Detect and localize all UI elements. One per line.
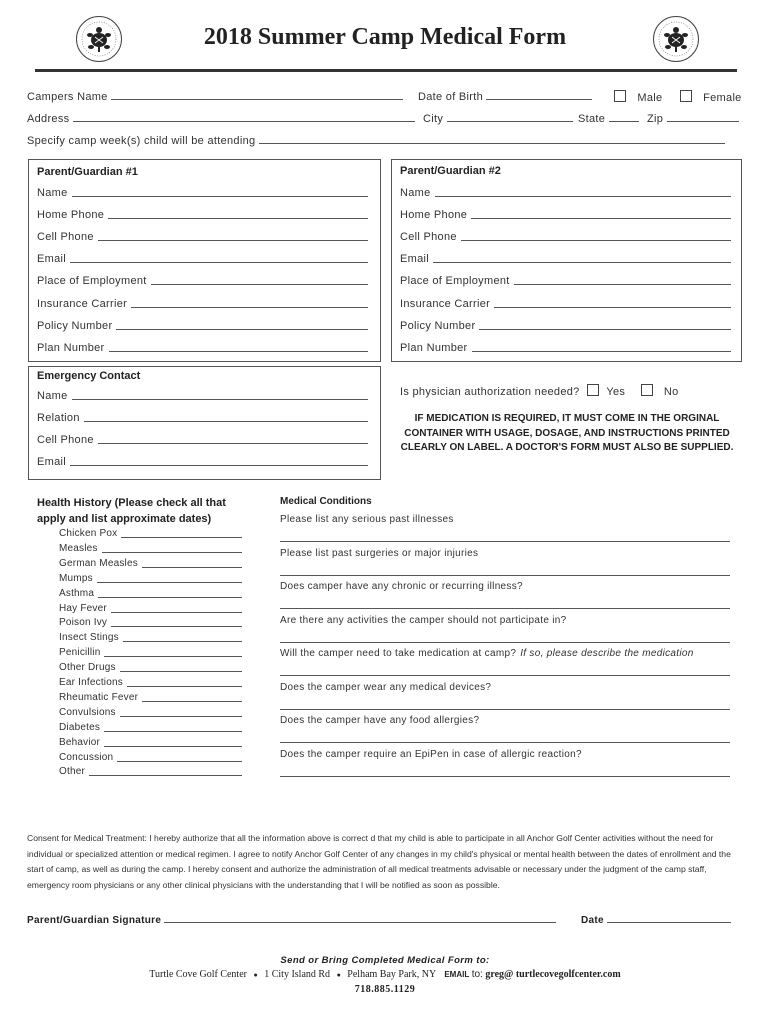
guardian2-field-label: Email — [400, 253, 430, 266]
guardian2-field-label: Cell Phone — [400, 231, 457, 244]
city-field[interactable] — [447, 112, 573, 122]
health-history-date-field[interactable] — [102, 543, 242, 553]
health-history-item — [59, 707, 242, 718]
guardian1-field-row — [37, 342, 368, 354]
medical-answer-field[interactable] — [280, 742, 730, 743]
guardian2-field-field[interactable] — [435, 187, 731, 197]
footer-org: Turtle Cove Golf Center — [149, 969, 247, 980]
zip-row — [647, 112, 739, 125]
physician-row — [400, 384, 679, 398]
guardian1-field-field[interactable] — [116, 320, 368, 330]
health-history-item — [59, 632, 242, 643]
footer-email-to: to: — [471, 969, 483, 980]
medical-question — [280, 715, 479, 726]
emergency-field-label: Cell Phone — [37, 434, 94, 447]
consent-text: Consent for Medical Treatment: I hereby authorize that all the information above is correct d that my child is able to participate in all Anchor Golf Center activities without the need for individual or specialized attention or medical regimen. I agree to notify Anchor Golf Center of any changes in my child's physical or mental health between the dates of enrollment and the start of camp, as well as during the camp. I hereby consent and authorize the administration of all medical treatments advisable or necessary under the judgment of the camp staff, emergency room physicians or any other clinical physicians with the understanding that I will be notified as soon as possible. — [27, 833, 731, 890]
guardian2-field-field[interactable] — [433, 253, 731, 263]
health-history-item — [59, 752, 242, 763]
city-label: City — [423, 113, 444, 125]
dob-row — [418, 90, 592, 103]
guardian1-field-row — [37, 187, 368, 199]
medical-question-label: Does the camper require an EpiPen in case of allergic reaction? — [280, 748, 582, 760]
guardian1-field-row — [37, 320, 368, 332]
zip-label: Zip — [647, 113, 664, 125]
city-row — [423, 112, 573, 125]
health-history-label: Asthma — [59, 587, 95, 599]
guardian1-field-row — [37, 298, 368, 310]
health-history-label: Poison Ivy — [59, 617, 108, 629]
guardian2-field-row — [400, 253, 731, 265]
emergency-field-field[interactable] — [72, 390, 368, 400]
guardian1-field-field[interactable] — [109, 342, 369, 352]
guardian1-field-label: Policy Number — [37, 319, 113, 332]
guardian1-field-label: Home Phone — [37, 209, 105, 222]
emergency-field-field[interactable] — [98, 434, 368, 444]
health-history-label: German Measles — [59, 557, 138, 569]
guardian2-field-field[interactable] — [514, 275, 731, 285]
female-label: Female — [703, 92, 742, 104]
signature-field[interactable] — [164, 913, 556, 923]
gender-row — [614, 90, 742, 104]
health-history-header-line2: apply and list approximate dates) — [37, 513, 212, 525]
bullet-icon: ● — [336, 971, 341, 979]
guardian2-field-label: Name — [400, 187, 431, 199]
title-divider — [35, 69, 737, 72]
emergency-field-field[interactable] — [70, 456, 368, 466]
health-history-label: Concussion — [59, 751, 114, 763]
guardian2-field-row — [400, 209, 731, 221]
state-field[interactable] — [609, 112, 639, 122]
guardian1-field-row — [37, 275, 368, 287]
footer-phone: 718.885.1129 — [354, 984, 416, 995]
health-history-label: Other — [59, 766, 86, 778]
health-history-item — [59, 677, 242, 688]
guardian1-field-label: Email — [37, 253, 67, 266]
health-history-item — [59, 737, 242, 748]
health-history-date-field[interactable] — [89, 766, 242, 776]
footer-address: 1 City Island Rd — [264, 969, 331, 980]
guardian1-field-field[interactable] — [108, 209, 368, 219]
state-row — [578, 112, 639, 125]
health-history-item — [59, 573, 242, 584]
date-label: Date — [581, 915, 604, 926]
guardian1-field-label: Insurance Carrier — [37, 297, 128, 310]
camper-name-label: Campers Name — [27, 91, 108, 103]
medical-answer-field[interactable] — [280, 608, 730, 609]
footer-contact — [0, 969, 770, 980]
guardian1-field-label: Place of Employment — [37, 275, 147, 288]
medication-note: If so, please describe the medication — [520, 648, 694, 659]
health-history-date-field[interactable] — [120, 662, 242, 672]
medical-question — [280, 749, 582, 760]
emergency-field-row — [37, 412, 368, 424]
guardian2-field-row — [400, 298, 731, 310]
health-history-date-field[interactable] — [142, 692, 242, 702]
medical-answer-field[interactable] — [280, 575, 730, 576]
emergency-field-label: Relation — [37, 412, 80, 425]
medical-answer-field[interactable] — [280, 709, 730, 710]
health-history-date-field[interactable] — [127, 677, 242, 687]
health-history-item — [59, 722, 242, 733]
state-label: State — [578, 113, 606, 125]
guardian1-field-label: Cell Phone — [37, 231, 94, 244]
health-history-item — [59, 558, 242, 569]
physician-no-label: No — [663, 386, 679, 398]
camper-name-row — [27, 90, 403, 103]
health-history-item — [59, 662, 242, 673]
guardian1-field-row — [37, 231, 368, 243]
physician-no-checkbox[interactable] — [641, 384, 653, 396]
medical-question-label: Does the camper have any food allergies? — [280, 715, 480, 726]
health-history-header — [37, 495, 226, 527]
guardian2-field-label: Home Phone — [400, 209, 468, 222]
health-history-date-field[interactable] — [104, 737, 242, 747]
dob-field[interactable] — [486, 90, 592, 100]
health-history-item — [59, 543, 242, 554]
health-history-header-line1: Health History (Please check all that — [37, 497, 226, 509]
physician-question: Is physician authorization needed? — [400, 386, 580, 398]
guardian2-field-field[interactable] — [471, 209, 731, 219]
guardian2-field-field[interactable] — [472, 342, 732, 352]
medical-question — [280, 615, 567, 626]
emergency-field-row — [37, 390, 368, 402]
health-history-label: Convulsions — [59, 706, 116, 718]
emergency-field-row — [37, 456, 368, 468]
physician-yes-label: Yes — [606, 386, 626, 398]
camp-weeks-row — [27, 134, 725, 147]
male-checkbox[interactable] — [614, 90, 626, 102]
male-label: Male — [637, 92, 663, 104]
medication-notice: IF MEDICATION IS REQUIRED, IT MUST COME IN THE ORGINAL CONTAINER WITH USAGE, DOSAGE, AND INSTRUCTIONS PRINTED CLEARLY ON LABEL. A DOCTOR'S FORM MUST ALSO BE SUPPLIED. — [400, 413, 734, 453]
guardian1-field-field[interactable] — [72, 187, 368, 197]
female-checkbox[interactable] — [680, 90, 692, 102]
footer-send-label: Send or Bring Completed Medical Form to: — [280, 955, 490, 966]
bullet-icon: ● — [253, 971, 258, 979]
address-label: Address — [27, 113, 70, 125]
health-history-item — [59, 603, 242, 614]
health-history-date-field[interactable] — [142, 558, 242, 568]
health-history-label: Chicken Pox — [59, 528, 118, 539]
health-history-label: Other Drugs — [59, 662, 116, 674]
health-history-label: Measles — [59, 542, 98, 554]
health-history-date-field[interactable] — [104, 722, 242, 732]
address-field[interactable] — [73, 112, 415, 122]
health-history-date-field[interactable] — [121, 528, 242, 538]
guardian2-field-field[interactable] — [461, 231, 731, 241]
medical-question-label: Are there any activities the camper should not participate in? — [280, 614, 567, 626]
health-history-label: Hay Fever — [59, 602, 107, 614]
dob-label: Date of Birth — [418, 91, 484, 103]
emergency-field-label: Email — [37, 456, 67, 469]
zip-field[interactable] — [667, 112, 739, 122]
health-history-label: Behavior — [59, 736, 101, 748]
health-history-label: Insect Stings — [59, 632, 119, 644]
medical-question-label: Will the camper need to take medication at camp? — [280, 648, 517, 659]
health-history-date-field[interactable] — [104, 647, 242, 657]
guardian2-field-label: Policy Number — [400, 319, 476, 332]
guardian1-field-field[interactable] — [98, 231, 368, 241]
guardian1-field-row — [37, 253, 368, 265]
signature-row — [27, 913, 556, 926]
guardian1-field-field[interactable] — [151, 275, 368, 285]
signature-label: Parent/Guardian Signature — [27, 915, 162, 926]
guardian2-header: Parent/Guardian #2 — [400, 165, 501, 177]
guardian1-field-label: Name — [37, 187, 68, 199]
health-history-item — [59, 692, 242, 703]
camper-name-field[interactable] — [111, 90, 403, 100]
address-row — [27, 112, 415, 125]
guardian2-field-row — [400, 342, 731, 354]
health-history-item — [59, 647, 242, 658]
health-history-date-field[interactable] — [97, 573, 242, 583]
medical-question — [280, 581, 523, 592]
date-row — [581, 913, 731, 926]
health-history-date-field[interactable] — [117, 752, 242, 762]
health-history-label: Diabetes — [59, 721, 101, 733]
guardian1-field-field[interactable] — [70, 253, 368, 263]
health-history-label: Rheumatic Fever — [59, 691, 139, 703]
medical-question-label: Does the camper wear any medical devices? — [280, 681, 492, 693]
guardian1-field-field[interactable] — [131, 298, 368, 308]
health-history-date-field[interactable] — [98, 588, 242, 598]
health-history-date-field[interactable] — [111, 617, 242, 627]
guardian1-field-label: Plan Number — [37, 341, 105, 354]
health-history-item — [59, 766, 242, 777]
camp-weeks-field[interactable] — [259, 134, 725, 144]
medical-answer-field[interactable] — [280, 642, 730, 643]
guardian2-field-row — [400, 320, 731, 332]
footer-city: Pelham Bay Park, NY — [347, 969, 436, 980]
guardian2-field-label: Place of Employment — [400, 275, 510, 288]
medical-answer-field[interactable] — [280, 776, 730, 777]
medical-question-label: Please list past surgeries or major injuries — [280, 547, 479, 559]
health-history-date-field[interactable] — [111, 603, 242, 613]
guardian2-field-row — [400, 187, 731, 199]
medical-conditions-header: Medical Conditions — [280, 496, 372, 507]
medical-question — [280, 648, 694, 659]
health-history-date-field[interactable] — [123, 632, 242, 642]
medical-question — [280, 548, 478, 559]
health-history-item — [59, 528, 242, 539]
medical-question — [280, 682, 491, 693]
medical-answer-field[interactable] — [280, 675, 730, 676]
page-title: 2018 Summer Camp Medical Form — [203, 24, 567, 50]
guardian2-field-field[interactable] — [479, 320, 731, 330]
emergency-field-row — [37, 434, 368, 446]
medical-question-label: Please list any serious past illnesses — [280, 514, 454, 525]
medical-question — [280, 514, 454, 525]
guardian2-field-row — [400, 231, 731, 243]
date-field[interactable] — [607, 913, 731, 923]
health-history-label: Penicillin — [59, 647, 101, 659]
footer-email-label: EMAIL — [444, 970, 470, 979]
emergency-field-label: Name — [37, 390, 68, 402]
medical-answer-field[interactable] — [280, 541, 730, 542]
guardian2-field-label: Insurance Carrier — [400, 297, 491, 310]
guardian1-header: Parent/Guardian #1 — [37, 166, 138, 178]
emergency-field-field[interactable] — [84, 412, 368, 422]
medical-question-label: Does camper have any chronic or recurring illness? — [280, 581, 523, 592]
guardian1-field-row — [37, 209, 368, 221]
camp-weeks-label: Specify camp week(s) child will be attending — [27, 135, 256, 147]
guardian2-field-row — [400, 275, 731, 287]
emergency-header: Emergency Contact — [37, 370, 141, 382]
footer-email[interactable]: greg@ turtlecovegolfcenter.com — [485, 969, 621, 980]
guardian2-field-field[interactable] — [494, 298, 731, 308]
physician-yes-checkbox[interactable] — [587, 384, 599, 396]
health-history-label: Mumps — [59, 572, 93, 584]
guardian2-field-label: Plan Number — [400, 341, 468, 354]
health-history-label: Ear Infections — [59, 677, 123, 688]
health-history-item — [59, 588, 242, 599]
health-history-item — [59, 617, 242, 628]
health-history-date-field[interactable] — [120, 707, 242, 717]
